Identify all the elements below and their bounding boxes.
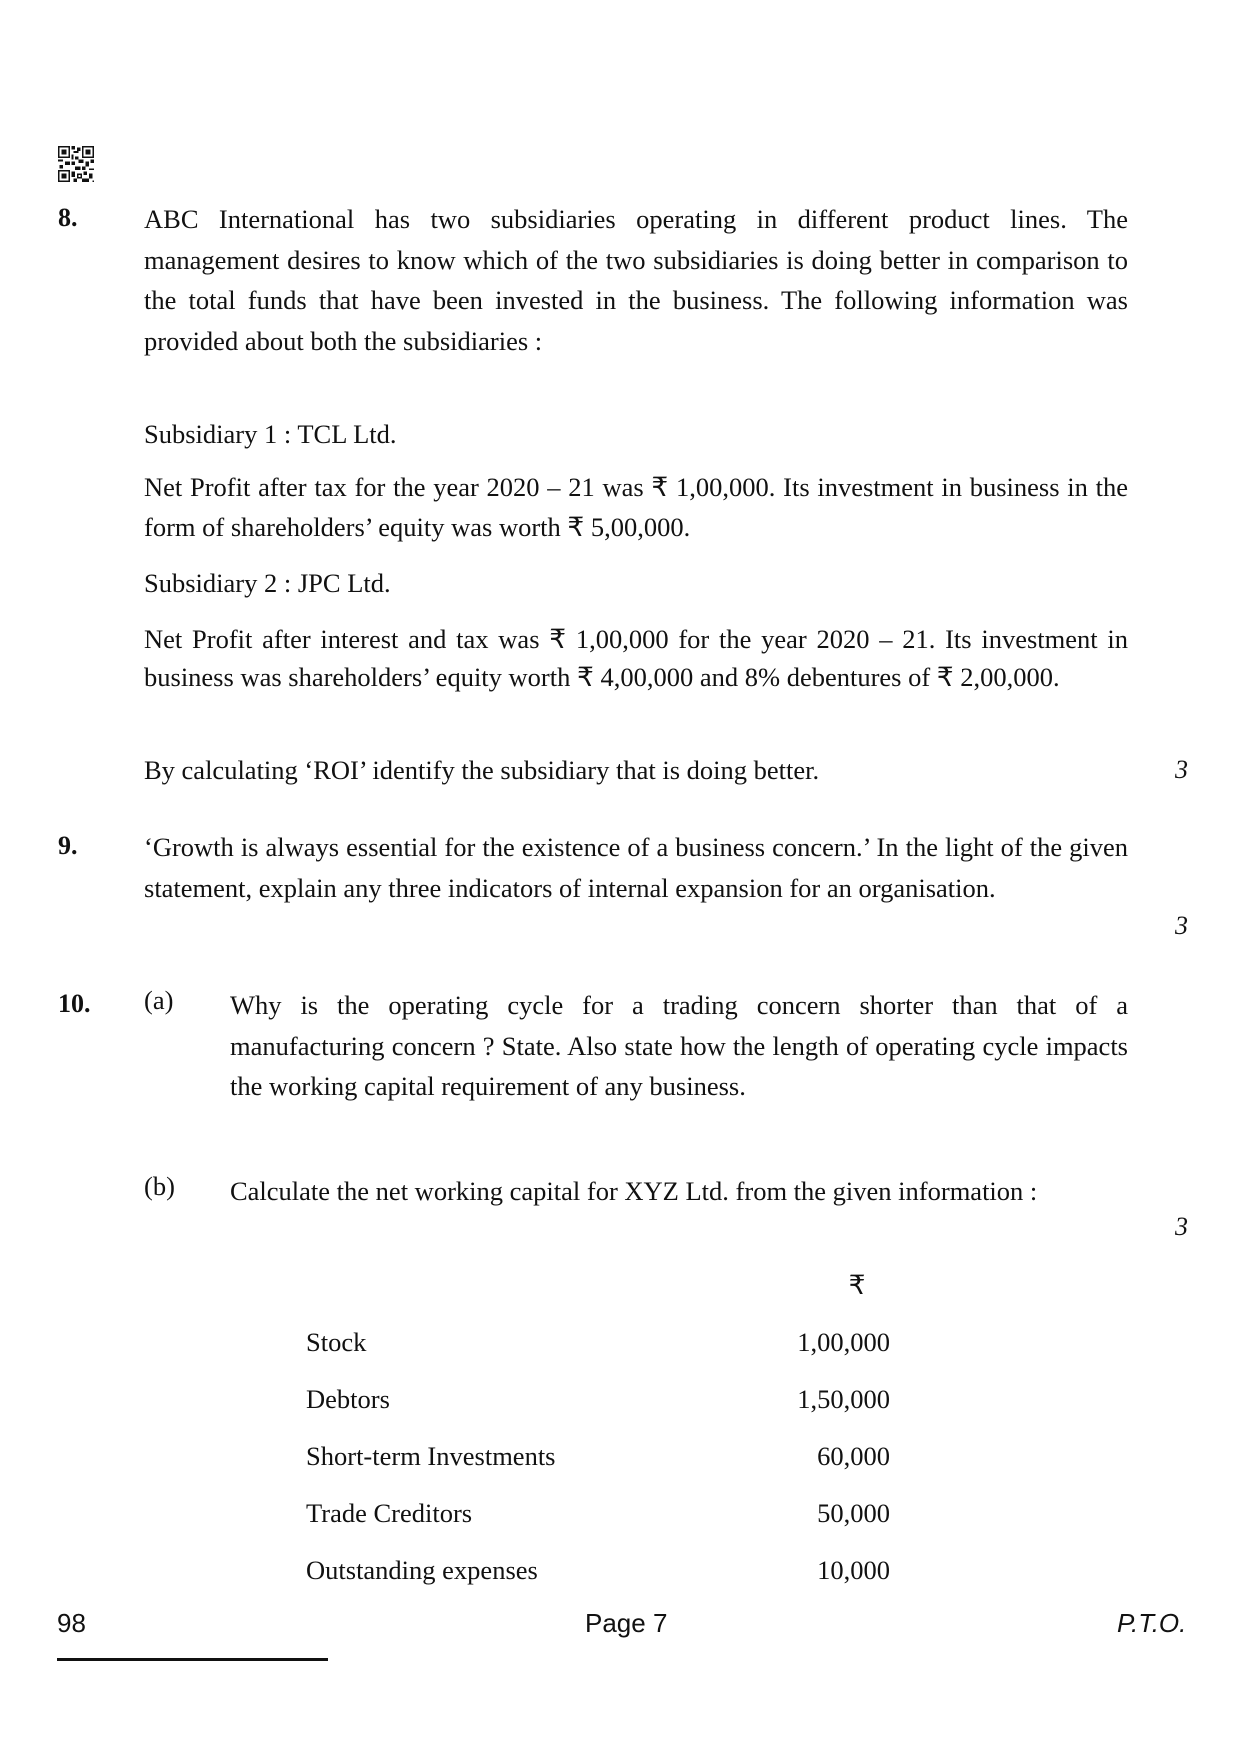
row-value: 60,000	[817, 1441, 890, 1471]
table-row	[306, 1441, 890, 1481]
row-label: Outstanding expenses	[306, 1555, 538, 1585]
please-turn-over: P.T.O.	[1117, 1608, 1187, 1638]
table-row	[306, 1384, 890, 1424]
subsidiary-1-details: Net Profit after tax for the year 2020 – 21 was ₹ 1,00,000. Its investment in business in the form of shareholders’ equity was worth ₹ 5,00,000.	[144, 472, 1128, 542]
question-10-marks: 3	[1175, 1212, 1188, 1241]
question-8-task: By calculating ‘ROI’ identify the subsidiary that is doing better.	[144, 755, 820, 785]
question-10a-text: Why is the operating cycle for a trading concern shorter than that of a manufacturing concern ? State. Also state how the length of operating cycle impacts the working capital requirement of any business.	[230, 990, 1128, 1101]
question-9-number: 9.	[58, 831, 78, 860]
footer-divider	[57, 1658, 328, 1661]
subsidiary-2-title: Subsidiary 2 : JPC Ltd.	[144, 568, 391, 598]
row-label: Trade Creditors	[306, 1498, 473, 1528]
row-label: Debtors	[306, 1384, 390, 1414]
row-value: 50,000	[817, 1498, 890, 1528]
subsidiary-1-title: Subsidiary 1 : TCL Ltd.	[144, 419, 397, 449]
question-9-text: ‘Growth is always essential for the existence of a business concern.’ In the light of the given statement, explain any three indicators of internal expansion for an organisation.	[144, 832, 1128, 903]
question-9-marks: 3	[1175, 911, 1188, 940]
table-row	[306, 1555, 890, 1595]
row-value: 1,00,000	[797, 1327, 890, 1357]
page-number: Page 7	[585, 1608, 668, 1638]
row-value: 1,50,000	[797, 1384, 890, 1414]
row-label: Short-term Investments	[306, 1441, 556, 1471]
question-8-marks: 3	[1175, 755, 1188, 784]
question-10-number: 10.	[58, 989, 91, 1018]
question-10b-text: Calculate the net working capital for XYZ Ltd. from the given information :	[230, 1176, 1038, 1206]
currency-header: ₹	[848, 1270, 866, 1300]
qr-code-icon	[58, 146, 94, 182]
table-row	[306, 1327, 890, 1367]
question-8-number: 8.	[58, 203, 78, 232]
row-value: 10,000	[817, 1555, 890, 1585]
question-8-intro: ABC International has two subsidiaries operating in different product lines. The management desires to know which of the two subsidiaries is doing better in comparison to the total funds that have been invested in the business. The following information was provided about both the subsidiaries :	[144, 204, 1128, 356]
row-label: Stock	[306, 1327, 367, 1357]
table-row	[306, 1498, 890, 1538]
question-10b-label: (b)	[144, 1171, 175, 1201]
question-10a-label: (a)	[144, 985, 174, 1015]
paper-code: 98	[57, 1608, 86, 1638]
subsidiary-2-details: Net Profit after interest and tax was ₹ 1,00,000 for the year 2020 – 21. Its investment in business was shareholders’ equity worth ₹ 4,00,000 and 8% debentures of ₹ 2,00,000.	[144, 624, 1128, 692]
